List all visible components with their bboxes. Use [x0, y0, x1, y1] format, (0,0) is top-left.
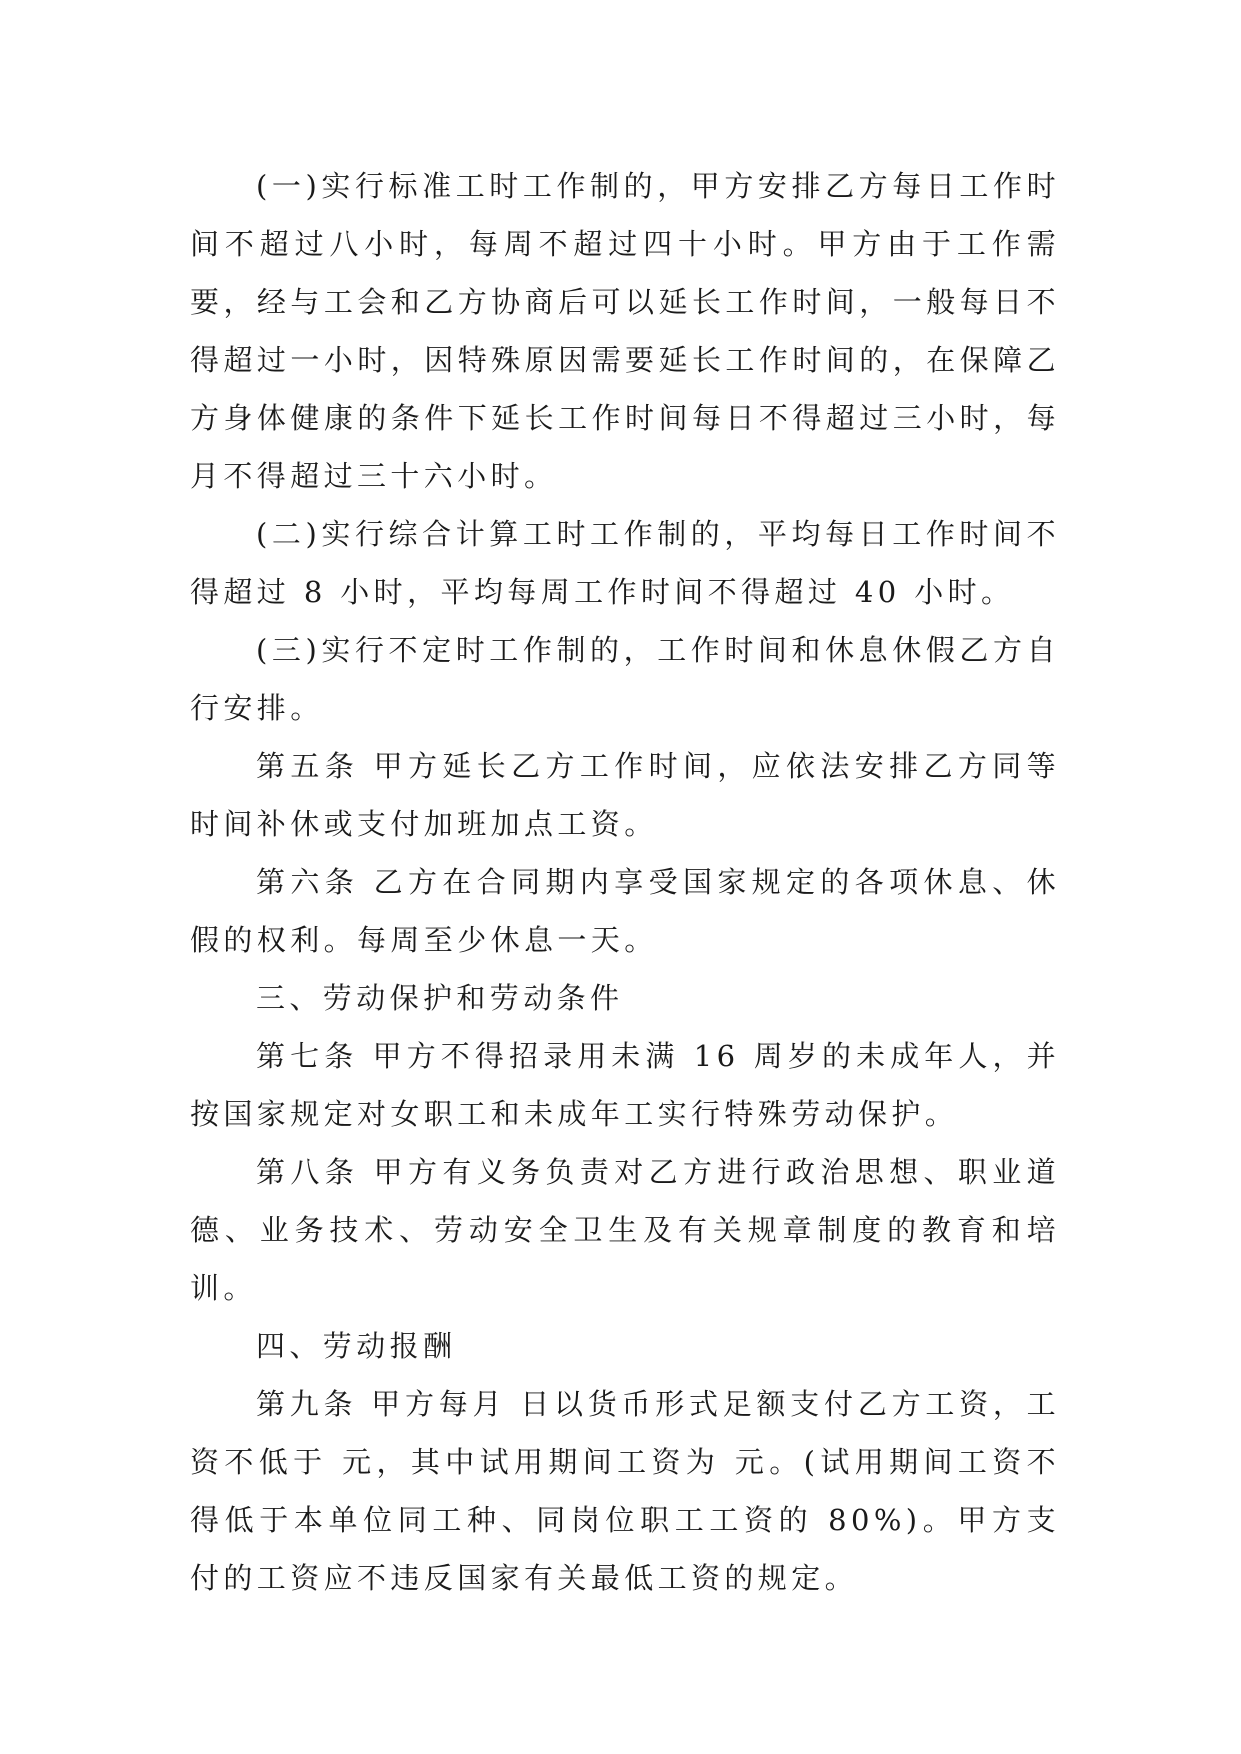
article-7: 第七条 甲方不得招录用未满 16 周岁的未成年人，并按国家规定对女职工和未成年工实行特殊劳动保护。: [190, 1039, 1060, 1131]
article-8: 第八条 甲方有义务负责对乙方进行政治思想、职业道德、业务技术、劳动安全卫生及有关规章制度的教育和培训。: [190, 1155, 1060, 1305]
paragraph-standard-hours: (一)实行标准工时工作制的，甲方安排乙方每日工作时间不超过八小时，每周不超过四十小时。甲方由于工作需要，经与工会和乙方协商后可以延长工作时间，一般每日不得超过一小时，因特殊原因需要延长工作时间的，在保障乙方身体健康的条件下延长工作时间每日不得超过三小时，每月不得超过三十六小时。: [190, 169, 1060, 493]
paragraph-flexible-hours: (三)实行不定时工作制的，工作时间和休息休假乙方自行安排。: [190, 633, 1060, 725]
article-5: 第五条 甲方延长乙方工作时间，应依法安排乙方同等时间补休或支付加班加点工资。: [190, 749, 1060, 841]
article-6: 第六条 乙方在合同期内享受国家规定的各项休息、休假的权利。每周至少休息一天。: [190, 865, 1060, 957]
document-body: [190, 157, 1060, 1607]
paragraph-comprehensive-hours: (二)实行综合计算工时工作制的，平均每日工作时间不得超过 8 小时，平均每周工作时间不得超过 40 小时。: [190, 517, 1060, 609]
article-9: 第九条 甲方每月 日以货币形式足额支付乙方工资，工资不低于 元，其中试用期间工资为 元。(试用期间工资不得低于本单位同工种、同岗位职工工资的 80%)。甲方支付的工资应不违反国家有关最低工资的规定。: [190, 1387, 1060, 1595]
section-heading-labor-protection: 三、劳动保护和劳动条件: [256, 981, 624, 1015]
section-heading-remuneration: 四、劳动报酬: [256, 1329, 457, 1363]
